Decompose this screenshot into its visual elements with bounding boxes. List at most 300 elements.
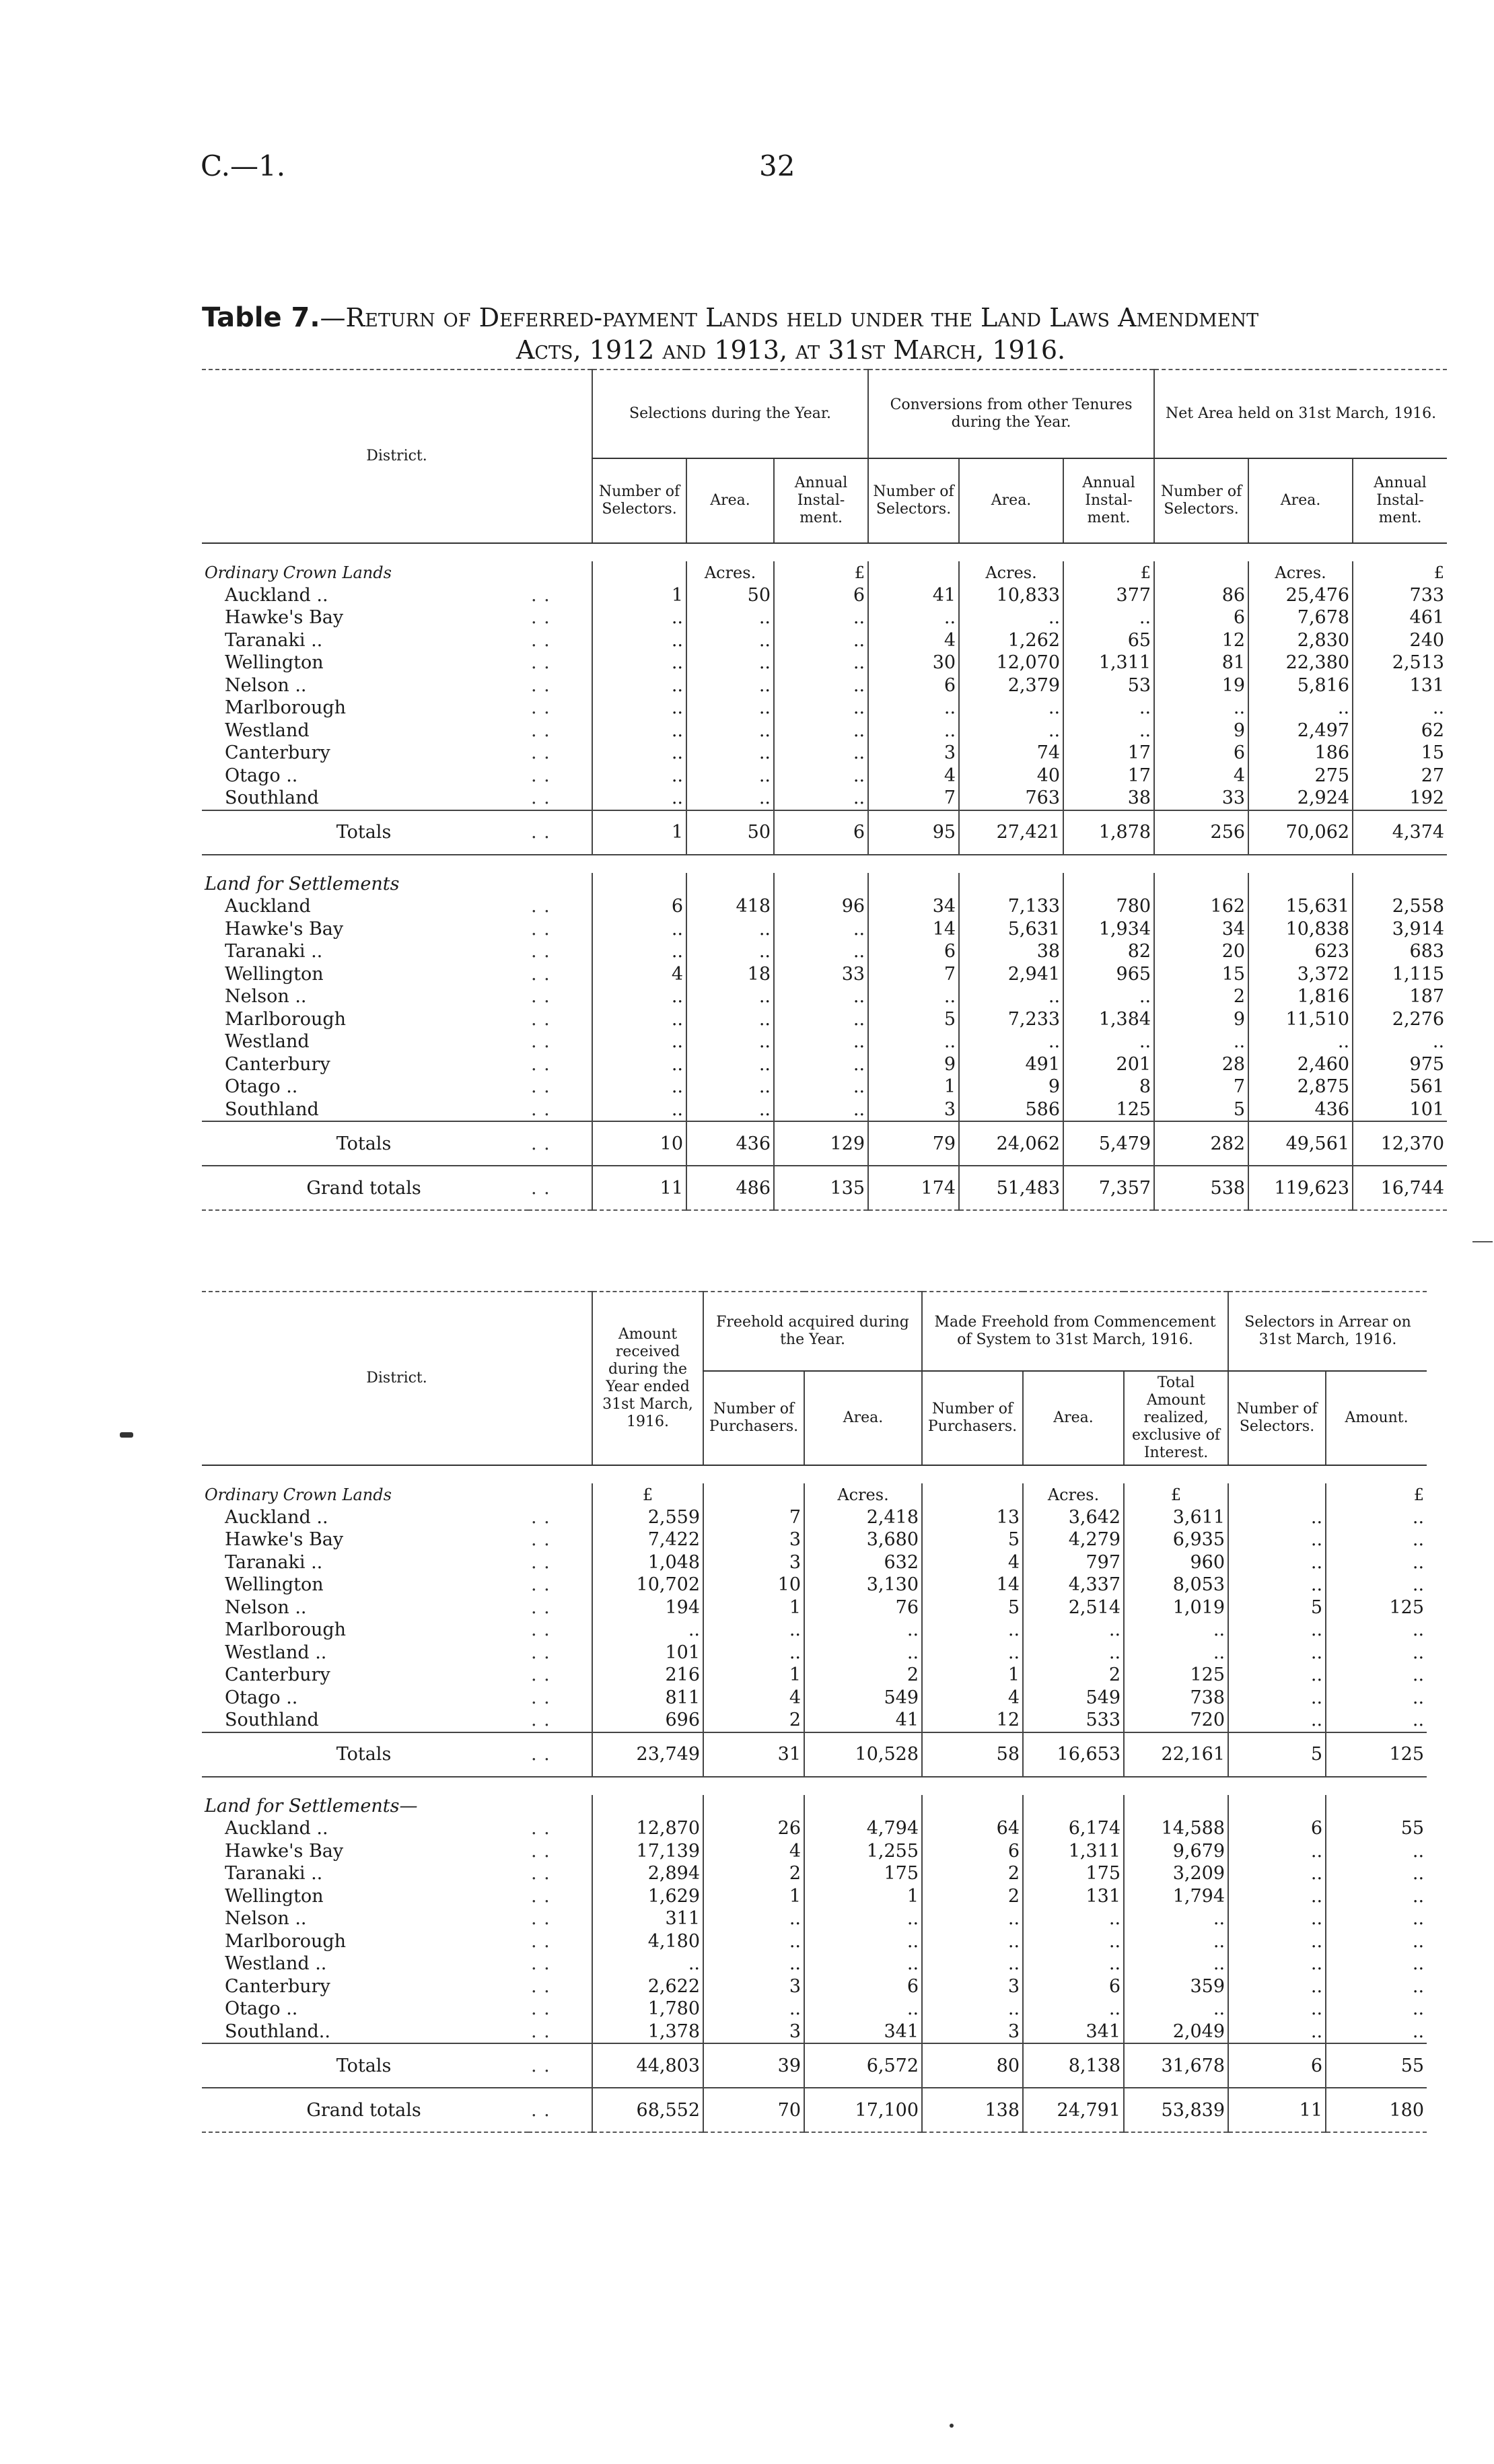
- total-cell: 31: [703, 1732, 804, 1777]
- value-cell: 2: [703, 1862, 804, 1885]
- district-name: Taranaki ..: [225, 629, 323, 651]
- value-cell: ..: [1023, 1952, 1124, 1975]
- value-cell: ..: [592, 629, 686, 652]
- grand-total-cell: 51,483: [959, 1166, 1063, 1210]
- value-cell: ..: [592, 719, 686, 742]
- district-name: Marlborough: [225, 1008, 347, 1030]
- table-row: Wellington . . .. .. .. 30 12,070 1,311 81 22,380 2,513: [202, 652, 1447, 674]
- conversions-group-header: Conversions from other Tenures during the Year.: [868, 369, 1154, 458]
- value-cell: 461: [1353, 606, 1447, 629]
- unit-cell: [703, 1483, 804, 1506]
- value-cell: ..: [804, 1642, 922, 1664]
- district-name: Nelson ..: [225, 1908, 307, 1930]
- unit-cell: Acres.: [686, 561, 774, 584]
- unit-cell: [1154, 561, 1248, 584]
- value-cell: ..: [1228, 1975, 1326, 1998]
- value-cell: 561: [1353, 1076, 1447, 1098]
- value-cell: ..: [686, 1076, 774, 1098]
- value-cell: ..: [1228, 1952, 1326, 1975]
- district-name: Taranaki ..: [225, 941, 323, 962]
- table-row: Westland .. . . .. .. .. .. .. .. .. ..: [202, 1952, 1427, 1975]
- value-cell: 50: [686, 584, 774, 607]
- district-name: Canterbury: [225, 1975, 330, 1997]
- col-header: Area.: [1023, 1371, 1124, 1465]
- value-cell: 341: [804, 2020, 922, 2044]
- value-cell: ..: [1124, 1952, 1228, 1975]
- total-cell: 6,572: [804, 2043, 922, 2088]
- value-cell: ..: [868, 719, 959, 742]
- col-header: Number of Purchasers.: [922, 1371, 1023, 1465]
- value-cell: ..: [922, 1930, 1023, 1953]
- value-cell: 27: [1353, 765, 1447, 787]
- value-cell: ..: [1228, 1998, 1326, 2020]
- value-cell: 733: [1353, 584, 1447, 607]
- value-cell: 4: [703, 1840, 804, 1863]
- value-cell: ..: [703, 1952, 804, 1975]
- value-cell: 86: [1154, 584, 1248, 607]
- value-cell: ..: [1023, 1642, 1124, 1664]
- value-cell: 1,816: [1248, 985, 1353, 1008]
- value-cell: 436: [1248, 1098, 1353, 1122]
- table-row: Auckland .. . . 12,870 26 4,794 64 6,174 14,588 6 55: [202, 1817, 1427, 1840]
- value-cell: ..: [686, 1030, 774, 1053]
- value-cell: 549: [1023, 1687, 1124, 1710]
- table-caption: [202, 302, 1380, 366]
- value-cell: 10,833: [959, 584, 1063, 607]
- total-cell: 23,749: [592, 1732, 703, 1777]
- table-row: Canterbury . . 216 1 2 1 2 125 .. ..: [202, 1664, 1427, 1687]
- value-cell: 53: [1063, 674, 1154, 697]
- value-cell: ..: [1023, 1907, 1124, 1930]
- total-cell: 10,528: [804, 1732, 922, 1777]
- value-cell: ..: [686, 742, 774, 765]
- unit-cell: [592, 561, 686, 584]
- value-cell: ..: [804, 1907, 922, 1930]
- value-cell: 6: [1023, 1975, 1124, 1998]
- value-cell: ..: [1326, 2020, 1427, 2044]
- value-cell: 738: [1124, 1687, 1228, 1710]
- value-cell: ..: [592, 742, 686, 765]
- value-cell: 187: [1353, 985, 1447, 1008]
- value-cell: ..: [1326, 1551, 1427, 1574]
- district-name: Southland: [225, 1098, 319, 1120]
- table-row: Taranaki .. . . 1,048 3 632 4 797 960 .. ..: [202, 1551, 1427, 1574]
- amount-received-header: Amount received during the Year ended 31st March, 1916.: [592, 1292, 703, 1465]
- grand-total-cell: 119,623: [1248, 1166, 1353, 1210]
- value-cell: 2,497: [1248, 719, 1353, 742]
- value-cell: ..: [686, 765, 774, 787]
- total-cell: 125: [1326, 1732, 1427, 1777]
- value-cell: 11,510: [1248, 1008, 1353, 1031]
- table-row: Hawke's Bay . . 17,139 4 1,255 6 1,311 9,679 .. ..: [202, 1840, 1427, 1863]
- value-cell: ..: [959, 985, 1063, 1008]
- table-row: Taranaki .. . . .. .. .. 6 38 82 20 623 683: [202, 940, 1447, 963]
- value-cell: 12,070: [959, 652, 1063, 674]
- value-cell: 3,611: [1124, 1506, 1228, 1529]
- value-cell: 41: [804, 1709, 922, 1732]
- value-cell: 1: [804, 1885, 922, 1908]
- value-cell: ..: [868, 606, 959, 629]
- value-cell: ..: [1248, 1030, 1353, 1053]
- value-cell: 25,476: [1248, 584, 1353, 607]
- district-name: Westland ..: [225, 1953, 327, 1975]
- value-cell: 533: [1023, 1709, 1124, 1732]
- value-cell: 3: [703, 1528, 804, 1551]
- value-cell: ..: [1228, 1574, 1326, 1596]
- value-cell: 96: [774, 895, 868, 918]
- value-cell: 38: [1063, 787, 1154, 810]
- value-cell: ..: [1326, 1952, 1427, 1975]
- table-row: Marlborough . . .. .. .. 5 7,233 1,384 9 11,510 2,276: [202, 1008, 1447, 1031]
- district-name: Canterbury: [225, 1053, 330, 1075]
- value-cell: ..: [1124, 1998, 1228, 2020]
- value-cell: ..: [1228, 1840, 1326, 1863]
- grand-total-cell: 53,839: [1124, 2088, 1228, 2132]
- value-cell: 34: [868, 895, 959, 918]
- table-row: Westland . . .. .. .. .. .. .. 9 2,497 62: [202, 719, 1447, 742]
- value-cell: 7,233: [959, 1008, 1063, 1031]
- total-cell: 95: [868, 810, 959, 855]
- value-cell: ..: [1063, 985, 1154, 1008]
- total-cell: 31,678: [1124, 2043, 1228, 2088]
- value-cell: 341: [1023, 2020, 1124, 2044]
- value-cell: ..: [703, 1619, 804, 1642]
- district-name: Westland ..: [225, 1642, 327, 1663]
- value-cell: 6: [1154, 742, 1248, 765]
- grand-total-cell: 70: [703, 2088, 804, 2132]
- grand-total-cell: 17,100: [804, 2088, 922, 2132]
- value-cell: 2,418: [804, 1506, 922, 1529]
- grand-total-cell: 16,744: [1353, 1166, 1447, 1210]
- value-cell: ..: [686, 629, 774, 652]
- value-cell: ..: [774, 606, 868, 629]
- table-label: Table 7.: [202, 302, 320, 333]
- deferred-payment-table-part2: [202, 1291, 1427, 2133]
- unit-cell: Acres.: [959, 561, 1063, 584]
- value-cell: ..: [592, 765, 686, 787]
- value-cell: ..: [1228, 1664, 1326, 1687]
- value-cell: 15: [1154, 963, 1248, 986]
- value-cell: 28: [1154, 1053, 1248, 1076]
- value-cell: 34: [1154, 918, 1248, 941]
- value-cell: 40: [959, 765, 1063, 787]
- district-name: Wellington: [225, 652, 324, 674]
- grand-total-cell: 11: [592, 1166, 686, 1210]
- grand-total-cell: 11: [1228, 2088, 1326, 2132]
- value-cell: 6: [868, 940, 959, 963]
- district-name: Otago ..: [225, 1076, 298, 1098]
- value-cell: 17,139: [592, 1840, 703, 1863]
- value-cell: ..: [774, 787, 868, 810]
- value-cell: 2,514: [1023, 1596, 1124, 1619]
- value-cell: 1,311: [1023, 1840, 1124, 1863]
- grand-total-cell: 138: [922, 2088, 1023, 2132]
- value-cell: 4,337: [1023, 1574, 1124, 1596]
- value-cell: 192: [1353, 787, 1447, 810]
- value-cell: 4: [592, 963, 686, 986]
- value-cell: 5: [1228, 1596, 1326, 1619]
- value-cell: 175: [804, 1862, 922, 1885]
- value-cell: 26: [703, 1817, 804, 1840]
- district-name: Southland..: [225, 2020, 330, 2042]
- total-cell: 49,561: [1248, 1121, 1353, 1166]
- value-cell: ..: [686, 918, 774, 941]
- value-cell: ..: [774, 1098, 868, 1122]
- value-cell: 4: [922, 1551, 1023, 1574]
- value-cell: 15: [1353, 742, 1447, 765]
- total-cell: 22,161: [1124, 1732, 1228, 1777]
- value-cell: ..: [774, 985, 868, 1008]
- district-header: District.: [202, 1292, 592, 1465]
- value-cell: 623: [1248, 940, 1353, 963]
- value-cell: 9: [1154, 719, 1248, 742]
- value-cell: ..: [686, 940, 774, 963]
- value-cell: 3: [703, 2020, 804, 2044]
- value-cell: 9,679: [1124, 1840, 1228, 1863]
- district-name: Otago ..: [225, 765, 298, 786]
- value-cell: ..: [774, 765, 868, 787]
- value-cell: ..: [1228, 1930, 1326, 1953]
- unit-cell: Acres.: [1023, 1483, 1124, 1506]
- value-cell: ..: [1228, 1862, 1326, 1885]
- value-cell: 6: [774, 584, 868, 607]
- total-cell: 12,370: [1353, 1121, 1447, 1166]
- value-cell: ..: [774, 719, 868, 742]
- value-cell: 14,588: [1124, 1817, 1228, 1840]
- value-cell: 1: [592, 584, 686, 607]
- value-cell: ..: [686, 1008, 774, 1031]
- value-cell: 359: [1124, 1975, 1228, 1998]
- value-cell: 64: [922, 1817, 1023, 1840]
- table-row: Southland . . 696 2 41 12 533 720 .. ..: [202, 1709, 1427, 1732]
- value-cell: 1,255: [804, 1840, 922, 1863]
- value-cell: ..: [686, 719, 774, 742]
- value-cell: ..: [1326, 1998, 1427, 2020]
- table-row: Southland . . .. .. .. 3 586 125 5 436 101: [202, 1098, 1447, 1122]
- table-row: Marlborough . . 4,180 .. .. .. .. .. .. ..: [202, 1930, 1427, 1953]
- value-cell: 2,460: [1248, 1053, 1353, 1076]
- value-cell: 12: [922, 1709, 1023, 1732]
- value-cell: 696: [592, 1709, 703, 1732]
- table-row: Canterbury . . .. .. .. 3 74 17 6 186 15: [202, 742, 1447, 765]
- value-cell: ..: [1248, 697, 1353, 719]
- value-cell: 131: [1353, 674, 1447, 697]
- selectors-in-arrear-group-header: Selectors in Arrear on 31st March, 1916.: [1228, 1292, 1427, 1371]
- section-row: [202, 1795, 1427, 1818]
- total-cell: 27,421: [959, 810, 1063, 855]
- district-name: Taranaki ..: [225, 1863, 323, 1885]
- total-cell: 4,374: [1353, 810, 1447, 855]
- value-cell: 7,422: [592, 1528, 703, 1551]
- value-cell: 2,941: [959, 963, 1063, 986]
- value-cell: 2: [922, 1862, 1023, 1885]
- value-cell: ..: [774, 674, 868, 697]
- value-cell: 22,380: [1248, 652, 1353, 674]
- value-cell: 9: [868, 1053, 959, 1076]
- value-cell: 2,924: [1248, 787, 1353, 810]
- value-cell: 3,914: [1353, 918, 1447, 941]
- value-cell: ..: [774, 1008, 868, 1031]
- value-cell: 1: [703, 1885, 804, 1908]
- table-row: Hawke's Bay . . .. .. .. .. .. .. 6 7,678 461: [202, 606, 1447, 629]
- value-cell: 311: [592, 1907, 703, 1930]
- district-name: Otago ..: [225, 1687, 298, 1708]
- totals-row: Totals . . 23,749 31 10,528 58 16,653 22,161 5 125: [202, 1732, 1427, 1777]
- value-cell: 3,642: [1023, 1506, 1124, 1529]
- value-cell: 2,513: [1353, 652, 1447, 674]
- value-cell: 10,702: [592, 1574, 703, 1596]
- unit-cell: £: [1353, 561, 1447, 584]
- table-row: Southland . . .. .. .. 7 763 38 33 2,924 192: [202, 787, 1447, 810]
- totals-row: Totals . . 10 436 129 79 24,062 5,479 282 49,561 12,370: [202, 1121, 1447, 1166]
- table-row: Nelson .. . . .. .. .. .. .. .. 2 1,816 187: [202, 985, 1447, 1008]
- value-cell: ..: [1228, 1642, 1326, 1664]
- table-row: Wellington . . 1,629 1 1 2 131 1,794 .. ..: [202, 1885, 1427, 1908]
- col-header: Total Amount realized, exclusive of Interest.: [1124, 1371, 1228, 1465]
- table-title-line1: —Return of Deferred-payment Lands held under the Land Laws Amendment: [320, 303, 1259, 332]
- value-cell: 19: [1154, 674, 1248, 697]
- value-cell: ..: [686, 1053, 774, 1076]
- totals-label: Totals: [202, 2043, 528, 2088]
- district-name: Wellington: [225, 1885, 324, 1907]
- value-cell: 38: [959, 940, 1063, 963]
- value-cell: ..: [959, 606, 1063, 629]
- value-cell: 5: [922, 1528, 1023, 1551]
- value-cell: 2,049: [1124, 2020, 1228, 2044]
- value-cell: 76: [804, 1596, 922, 1619]
- value-cell: 33: [1154, 787, 1248, 810]
- table-row: Otago .. . . 1,780 .. .. .. .. .. .. ..: [202, 1998, 1427, 2020]
- value-cell: ..: [868, 985, 959, 1008]
- value-cell: ..: [1326, 1907, 1427, 1930]
- value-cell: ..: [1063, 1030, 1154, 1053]
- value-cell: 3,372: [1248, 963, 1353, 986]
- value-cell: ..: [804, 1952, 922, 1975]
- value-cell: 65: [1063, 629, 1154, 652]
- value-cell: ..: [592, 697, 686, 719]
- col-header: Number of Selectors.: [1154, 458, 1248, 543]
- district-name: Southland: [225, 787, 319, 809]
- total-cell: 44,803: [592, 2043, 703, 2088]
- total-cell: 1,878: [1063, 810, 1154, 855]
- value-cell: ..: [592, 652, 686, 674]
- col-header: Area.: [959, 458, 1063, 543]
- value-cell: ..: [774, 629, 868, 652]
- value-cell: ..: [1228, 1885, 1326, 1908]
- unit-cell: [922, 1483, 1023, 1506]
- district-name: Canterbury: [225, 1664, 330, 1686]
- page-reference: C.—1.: [201, 149, 286, 182]
- value-cell: 2: [804, 1664, 922, 1687]
- district-name: Hawke's Bay: [225, 607, 344, 629]
- value-cell: ..: [1154, 1030, 1248, 1053]
- value-cell: ..: [959, 1030, 1063, 1053]
- value-cell: ..: [1326, 1862, 1427, 1885]
- table2-body: [202, 1465, 1427, 2132]
- table-row: Marlborough . . .. .. .. .. .. .. .. ..: [202, 1619, 1427, 1642]
- value-cell: 4,180: [592, 1930, 703, 1953]
- value-cell: 5: [1154, 1098, 1248, 1122]
- district-name: Taranaki ..: [225, 1551, 323, 1573]
- value-cell: ..: [774, 652, 868, 674]
- value-cell: ..: [1228, 1907, 1326, 1930]
- table-row: Wellington . . 4 18 33 7 2,941 965 15 3,372 1,115: [202, 963, 1447, 986]
- district-name: Auckland: [225, 896, 311, 917]
- net-area-group-header: Net Area held on 31st March, 1916.: [1154, 369, 1447, 458]
- value-cell: 2,830: [1248, 629, 1353, 652]
- section-title: Land for Settlements: [205, 873, 400, 894]
- value-cell: ..: [1124, 1619, 1228, 1642]
- value-cell: 175: [1023, 1862, 1124, 1885]
- totals-label: Totals: [202, 1121, 528, 1166]
- value-cell: 7: [703, 1506, 804, 1529]
- value-cell: 797: [1023, 1551, 1124, 1574]
- value-cell: 720: [1124, 1709, 1228, 1732]
- grand-totals-label: Grand totals: [202, 2088, 528, 2132]
- value-cell: ..: [804, 1930, 922, 1953]
- value-cell: 4: [868, 765, 959, 787]
- value-cell: ..: [1063, 606, 1154, 629]
- table-row: Nelson .. . . .. .. .. 6 2,379 53 19 5,816 131: [202, 674, 1447, 697]
- value-cell: ..: [804, 1998, 922, 2020]
- total-cell: 79: [868, 1121, 959, 1166]
- value-cell: ..: [686, 787, 774, 810]
- total-cell: 1: [592, 810, 686, 855]
- value-cell: ..: [592, 787, 686, 810]
- value-cell: 3: [703, 1975, 804, 1998]
- value-cell: ..: [686, 652, 774, 674]
- value-cell: 1,934: [1063, 918, 1154, 941]
- unit-cell: £: [592, 1483, 703, 1506]
- value-cell: ..: [1326, 1528, 1427, 1551]
- total-cell: 6: [774, 810, 868, 855]
- value-cell: 6: [922, 1840, 1023, 1863]
- value-cell: 1,019: [1124, 1596, 1228, 1619]
- section-title: Land for Settlements—: [205, 1795, 418, 1817]
- value-cell: ..: [922, 1952, 1023, 1975]
- col-header: Number of Selectors.: [868, 458, 959, 543]
- district-name: Hawke's Bay: [225, 1840, 344, 1862]
- value-cell: 5: [922, 1596, 1023, 1619]
- totals-label: Totals: [202, 810, 528, 855]
- value-cell: 17: [1063, 765, 1154, 787]
- grand-total-cell: 486: [686, 1166, 774, 1210]
- value-cell: 9: [959, 1076, 1063, 1098]
- grand-totals-row: Grand totals . . 68,552 70 17,100 138 24,791 53,839 11 180: [202, 2088, 1427, 2132]
- grand-total-cell: 24,791: [1023, 2088, 1124, 2132]
- value-cell: 201: [1063, 1053, 1154, 1076]
- value-cell: 1,794: [1124, 1885, 1228, 1908]
- col-header: Annual Instal-ment.: [1353, 458, 1447, 543]
- col-header: Number of Selectors.: [1228, 1371, 1326, 1465]
- unit-cell: £: [1124, 1483, 1228, 1506]
- value-cell: 1: [868, 1076, 959, 1098]
- value-cell: 3: [868, 742, 959, 765]
- value-cell: ..: [686, 1098, 774, 1122]
- table-row: Canterbury . . .. .. .. 9 491 201 28 2,460 975: [202, 1053, 1447, 1076]
- value-cell: 1,115: [1353, 963, 1447, 986]
- total-cell: 80: [922, 2043, 1023, 2088]
- value-cell: 763: [959, 787, 1063, 810]
- table1-body: [202, 543, 1447, 1210]
- value-cell: 5,816: [1248, 674, 1353, 697]
- value-cell: 6: [868, 674, 959, 697]
- value-cell: 101: [1353, 1098, 1447, 1122]
- value-cell: ..: [703, 1998, 804, 2020]
- value-cell: 2: [922, 1885, 1023, 1908]
- grand-total-cell: 68,552: [592, 2088, 703, 2132]
- value-cell: 101: [592, 1642, 703, 1664]
